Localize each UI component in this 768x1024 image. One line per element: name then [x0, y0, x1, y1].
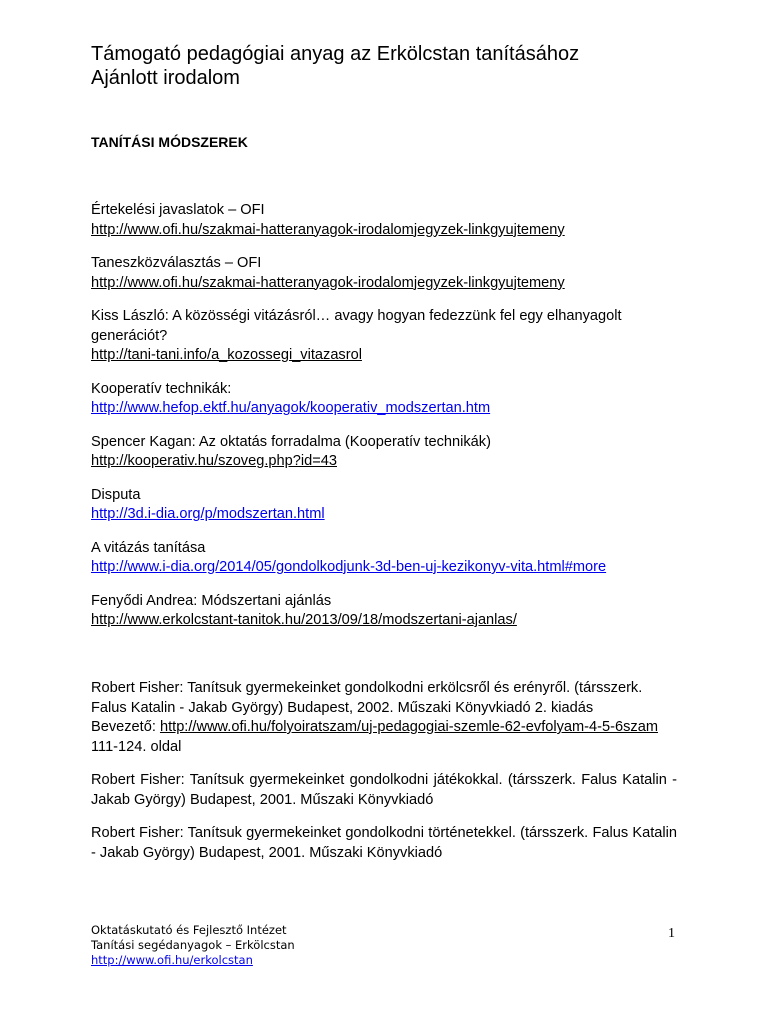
section-title: TANÍTÁSI MÓDSZEREK: [91, 134, 248, 150]
entry-link[interactable]: http://tani-tani.info/a_kozossegi_vitazasrol: [91, 347, 362, 363]
page-number: 1: [668, 926, 675, 941]
list-item: [91, 307, 677, 366]
entry-title: Taneszközválasztás – OFI: [91, 255, 262, 271]
entry-title: Kooperatív technikák:: [91, 380, 232, 397]
entry-title: Disputa: [91, 486, 141, 503]
link-list: [91, 201, 677, 645]
book-entry: [91, 679, 677, 757]
list-item: [91, 592, 677, 631]
list-item: [91, 254, 677, 293]
book-citation: Robert Fisher: Tanítsuk gyermekeinket gondolkodni erkölcsről és erényről. (társszerk. Falus Katalin - Jakab György) Budapest, 2002. Műszaki Könyvkiadó 2. kiadás: [91, 680, 643, 716]
entry-link[interactable]: http://3d.i-dia.org/p/modszertan.html: [91, 506, 325, 522]
document-header: [91, 42, 579, 90]
list-item: [91, 539, 677, 578]
list-item: [91, 486, 677, 525]
list-item: [91, 380, 677, 419]
book-citation: Robert Fisher: Tanítsuk gyermekeinket gondolkodni történetekkel. (társszerk. Falus Katalin - Jakab György) Budapest, 2001. Műszaki Könyvkiadó: [91, 825, 677, 861]
entry-title: Értekelési javaslatok – OFI: [91, 202, 265, 218]
book-citation: Robert Fisher: Tanítsuk gyermekeinket gondolkodni játékokkal. (társszerk. Falus Katalin - Jakab György) Budapest, 2001. Műszaki Könyvkiadó: [91, 772, 677, 808]
intro-link[interactable]: http://www.ofi.hu/folyoiratszam/uj-pedagogiai-szemle-62-evfolyam-4-5-6szam: [159, 719, 658, 735]
header-subtitle: Ajánlott irodalom: [91, 67, 240, 89]
list-item: [91, 201, 677, 240]
intro-label: Bevezető:: [91, 719, 156, 735]
list-item: [91, 433, 677, 472]
entry-link[interactable]: http://www.i-dia.org/2014/05/gondolkodjunk-3d-ben-uj-kezikonyv-vita.html#more: [91, 559, 607, 575]
entry-title: Kiss László: A közösségi vitázásról… avagy hogyan fedezzünk fel egy elhanyagolt generációt?: [91, 308, 622, 344]
entry-link[interactable]: http://www.ofi.hu/szakmai-hatteranyagok-irodalomjegyzek-linkgyujtemeny: [91, 221, 565, 238]
footer-link[interactable]: http://www.ofi.hu/erkolcstan: [91, 953, 253, 967]
page-footer: [91, 923, 295, 968]
footer-subtitle: Tanítási segédanyagok – Erkölcstan: [91, 938, 295, 952]
header-title: Támogató pedagógiai anyag az Erkölcstan tanításához: [91, 43, 580, 65]
book-list: [91, 679, 677, 877]
entry-title: Fenyődi Andrea: Módszertani ajánlás: [91, 592, 332, 609]
entry-link[interactable]: http://www.erkolcstant-tanitok.hu/2013/09/18/modszertani-ajanlas/: [91, 612, 517, 628]
entry-title: A vitázás tanítása: [91, 539, 206, 556]
entry-title: Spencer Kagan: Az oktatás forradalma (Kooperatív technikák): [91, 433, 491, 450]
entry-link[interactable]: http://www.ofi.hu/szakmai-hatteranyagok-irodalomjegyzek-linkgyujtemeny: [91, 274, 565, 291]
entry-link[interactable]: http://kooperativ.hu/szoveg.php?id=43: [91, 453, 337, 469]
book-intro: [91, 718, 677, 757]
entry-link[interactable]: http://www.hefop.ektf.hu/anyagok/kooperativ_modszertan.htm: [91, 400, 491, 416]
intro-pages: 111-124. oldal: [91, 738, 182, 755]
footer-institute: Oktatáskutató és Fejlesztő Intézet: [91, 923, 287, 937]
